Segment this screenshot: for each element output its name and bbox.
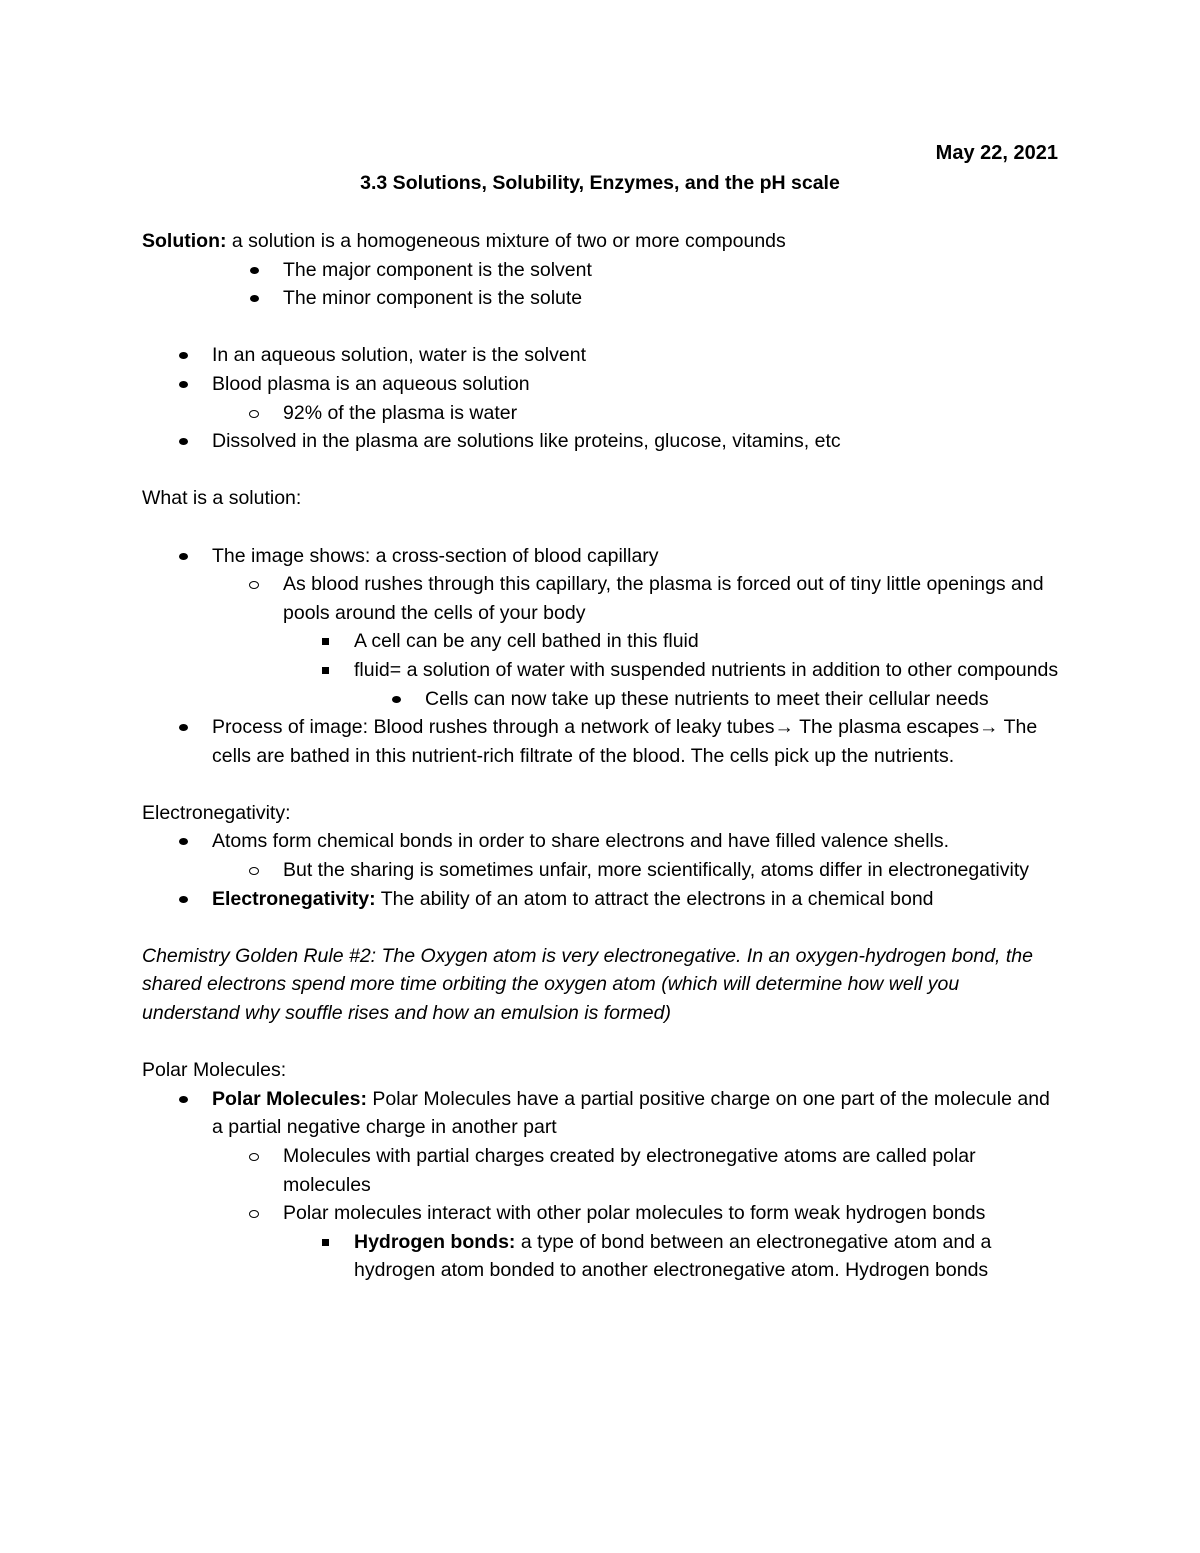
- list-item-text: Molecules with partial charges created by electronegative atoms are called polar molecules: [283, 1145, 976, 1196]
- term: Electronegativity:: [212, 887, 376, 910]
- list-item-text: The image shows: a cross-section of blood capillary: [212, 544, 659, 567]
- list-item: [142, 399, 1062, 428]
- list-item: [142, 542, 1062, 571]
- list-item: [142, 570, 1062, 627]
- list-item: [142, 827, 1062, 856]
- term: Polar Molecules:: [212, 1087, 367, 1110]
- list-item-text: The ability of an atom to attract the electrons in a chemical bond: [375, 887, 934, 910]
- list-item: [142, 856, 1062, 885]
- solution-definition-text: a solution is a homogeneous mixture of two or more compounds: [226, 230, 786, 252]
- list-item-text: Polar molecules interact with other polar molecules to form weak hydrogen bonds: [283, 1202, 986, 1225]
- section-heading: Polar Molecules:: [142, 1059, 287, 1082]
- document-title: 3.3 Solutions, Solubility, Enzymes, and the pH scale: [360, 172, 840, 194]
- list-item-text: Process of image: Blood rushes through a network of leaky tubes→ The plasma escapes→ The cells are bathed in this nutrient-rich filtrate of the blood. The cells pick up the nutrients.: [212, 716, 1038, 767]
- list-item: [142, 627, 1062, 656]
- list-item: [142, 885, 1062, 914]
- list-item-text: As blood rushes through this capillary, the plasma is forced out of tiny little openings and pools around the cells of your body: [283, 573, 1044, 624]
- list-item-text: Blood plasma is an aqueous solution: [212, 372, 530, 395]
- document-date: May 22, 2021: [935, 142, 1058, 164]
- list-item: [142, 1228, 1062, 1285]
- list-item-text: The major component is the solvent: [283, 258, 592, 281]
- list-item: [142, 370, 1062, 399]
- list-item-text: Dissolved in the plasma are solutions like proteins, glucose, vitamins, etc: [212, 430, 841, 453]
- golden-rule: Chemistry Golden Rule #2: The Oxygen atom is very electronegative. In an oxygen-hydrogen bond, the shared electrons spend more time orbiting the oxygen atom (which will determine how well you understand why souffle rises and how an emulsion is formed): [142, 944, 1033, 1025]
- section-heading: What is a solution:: [142, 487, 302, 510]
- list-item-text: a type of bond between an electronegative atom and a hydrogen atom bonded to another electronegative atom. Hydrogen bonds: [354, 1230, 992, 1282]
- solution-term: Solution:: [142, 230, 227, 252]
- list-item: [142, 1085, 1062, 1142]
- list-item-text: Cells can now take up these nutrients to meet their cellular needs: [425, 687, 989, 710]
- list-item: [142, 1199, 1062, 1228]
- list-item: [142, 427, 1062, 456]
- list-item-text: In an aqueous solution, water is the solvent: [212, 344, 586, 367]
- list-item: [142, 284, 1062, 313]
- list-item: [142, 341, 1062, 370]
- section-heading: Electronegativity:: [142, 801, 291, 824]
- list-item-text: A cell can be any cell bathed in this fluid: [354, 630, 699, 653]
- list-item: [142, 1142, 1062, 1199]
- solution-definition: [142, 227, 1062, 256]
- list-item: [142, 256, 1062, 285]
- list-item-text: fluid= a solution of water with suspended nutrients in addition to other compounds: [354, 658, 1059, 681]
- list-item: [142, 713, 1062, 770]
- term: Hydrogen bonds:: [354, 1230, 516, 1253]
- list-item-text: 92% of the plasma is water: [283, 401, 518, 424]
- list-item: [142, 685, 1062, 714]
- document-body: [142, 227, 1062, 1285]
- list-item-text: The minor component is the solute: [283, 287, 583, 310]
- list-item: [142, 656, 1062, 685]
- list-item-text: But the sharing is sometimes unfair, more scientifically, atoms differ in electronegativity: [283, 859, 1030, 882]
- list-item-text: Polar Molecules have a partial positive charge on one part of the molecule and a partial negative charge in another part: [212, 1087, 1050, 1139]
- list-item-text: Atoms form chemical bonds in order to share electrons and have filled valence shells.: [212, 830, 950, 853]
